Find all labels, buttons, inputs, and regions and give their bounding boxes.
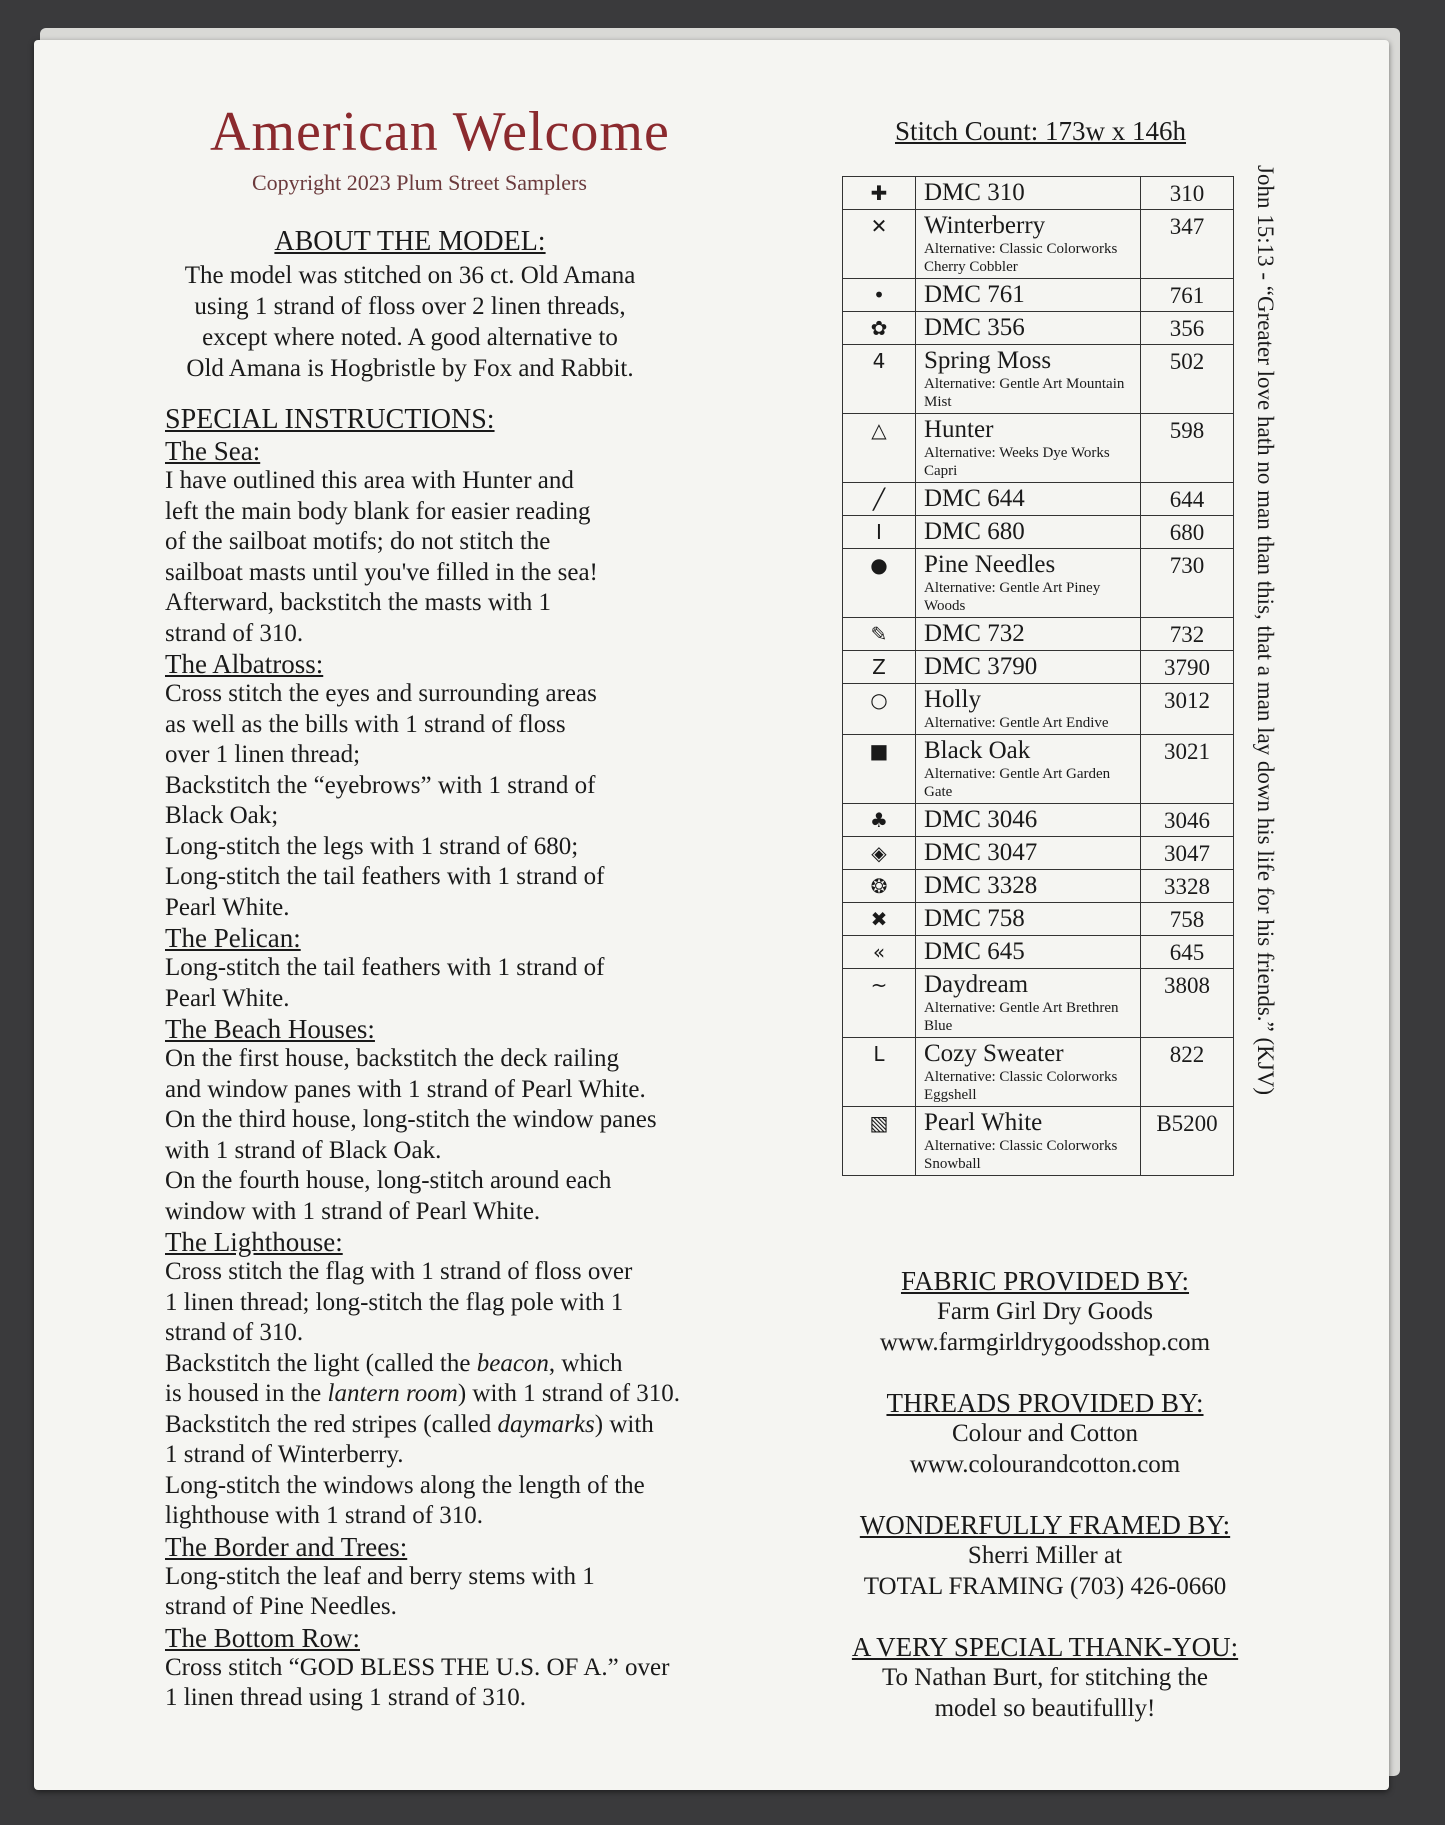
thread-legend-table bbox=[842, 176, 1234, 1176]
instruction-line: Backstitch the red stripes (called daymarks) with bbox=[165, 1410, 654, 1438]
instruction-line: Black Oak; bbox=[165, 802, 279, 829]
thread-name-cell bbox=[916, 210, 1141, 279]
i-beam-icon: I bbox=[843, 516, 916, 549]
thread-name-cell bbox=[916, 870, 1141, 903]
section-title-sea: The Sea: bbox=[165, 436, 261, 466]
thread-alternative: Alternative: Gentle Art Brethren Blue bbox=[924, 1000, 1119, 1034]
thread-name-cell bbox=[916, 1107, 1141, 1176]
instruction-line: Long-stitch the legs with 1 strand of 680; bbox=[165, 832, 579, 860]
credits bbox=[850, 1266, 1240, 1754]
dmc-code: 3808 bbox=[1141, 969, 1234, 1038]
dmc-code: 3047 bbox=[1141, 837, 1234, 870]
copyright: Copyright 2023 Plum Street Samplers bbox=[252, 170, 587, 195]
thread-alternative: Alternative: Weeks Dye Works Capri bbox=[924, 445, 1110, 479]
instruction-line: 1 linen thread; long-stitch the flag pole with 1 bbox=[165, 1288, 624, 1316]
thread-name: DMC 732 bbox=[924, 620, 1025, 647]
thread-name-cell bbox=[916, 177, 1141, 210]
dmc-code: 3021 bbox=[1141, 735, 1234, 804]
dmc-code: 822 bbox=[1141, 1038, 1234, 1107]
thread-alternative: Alternative: Classic Colorworks Eggshell bbox=[924, 1069, 1118, 1103]
heavy-x-icon: ✖ bbox=[843, 903, 916, 936]
open-circle-icon: ○ bbox=[843, 684, 916, 735]
thread-name: DMC 3047 bbox=[924, 839, 1038, 866]
instructions-column bbox=[165, 226, 755, 1714]
club-icon: ♣ bbox=[843, 804, 916, 837]
section-title-albatross: The Albatross: bbox=[165, 649, 324, 679]
thread-name: DMC 644 bbox=[924, 485, 1025, 512]
about-line: The model was stitched on 36 ct. Old Amana bbox=[184, 262, 636, 289]
instruction-line: lighthouse with 1 strand of 310. bbox=[165, 1502, 484, 1529]
thread-name: DMC 761 bbox=[924, 281, 1025, 308]
credit-url: www.farmgirldrygoodsshop.com bbox=[879, 1329, 1211, 1356]
instruction-line: Long-stitch the tail feathers with 1 strand of bbox=[165, 863, 605, 890]
thread-alternative: Alternative: Classic Colorworks Snowball bbox=[924, 1138, 1118, 1172]
thread-name: Pearl White bbox=[924, 1109, 1043, 1136]
thread-name-cell bbox=[916, 804, 1141, 837]
credit-heading: FABRIC PROVIDED BY: bbox=[900, 1266, 1190, 1296]
dmc-code: 3328 bbox=[1141, 870, 1234, 903]
instruction-line: left the main body blank for easier reading bbox=[165, 497, 591, 525]
thread-alternative: Alternative: Gentle Art Mountain Mist bbox=[924, 376, 1125, 410]
arrows-icon: « bbox=[843, 936, 916, 969]
thread-name: Winterberry bbox=[924, 212, 1046, 239]
thread-name-cell bbox=[916, 969, 1141, 1038]
dmc-code: 730 bbox=[1141, 549, 1234, 618]
thread-alternative: Alternative: Gentle Art Endive bbox=[924, 715, 1109, 731]
thread-name: DMC 680 bbox=[924, 518, 1025, 545]
legend-row bbox=[843, 549, 1234, 618]
legend-row bbox=[843, 936, 1234, 969]
thread-name-cell bbox=[916, 483, 1141, 516]
instruction-line: 1 linen thread using 1 strand of 310. bbox=[165, 1684, 527, 1711]
credit-thanks bbox=[850, 1632, 1240, 1724]
legend-row bbox=[843, 870, 1234, 903]
legend-row bbox=[843, 804, 1234, 837]
instruction-line: sailboat masts until you've filled in the sea! bbox=[165, 558, 598, 586]
flower-icon: ✿ bbox=[843, 312, 916, 345]
instruction-line: Cross stitch the flag with 1 strand of floss over bbox=[165, 1258, 633, 1285]
dmc-code: 356 bbox=[1141, 312, 1234, 345]
instruction-line: 1 strand of Winterberry. bbox=[165, 1441, 404, 1468]
dmc-code: 761 bbox=[1141, 279, 1234, 312]
about-line: except where noted. A good alternative to bbox=[202, 324, 618, 351]
filled-circle-icon: ● bbox=[843, 549, 916, 618]
diamond-icon: ◈ bbox=[843, 837, 916, 870]
legend-row bbox=[843, 279, 1234, 312]
z-icon: Z bbox=[843, 651, 916, 684]
credit-line: Colour and Cotton bbox=[951, 1420, 1139, 1447]
thread-name-cell bbox=[916, 312, 1141, 345]
thread-name: DMC 3790 bbox=[924, 653, 1038, 680]
instruction-line: strand of Pine Needles. bbox=[165, 1593, 397, 1620]
instruction-line: with 1 strand of Black Oak. bbox=[165, 1136, 442, 1164]
slash-icon: ╱ bbox=[843, 483, 916, 516]
legend-row bbox=[843, 1107, 1234, 1176]
sun-icon: ❂ bbox=[843, 870, 916, 903]
dmc-code: 732 bbox=[1141, 618, 1234, 651]
credit-fabric bbox=[850, 1266, 1240, 1358]
dmc-code: 598 bbox=[1141, 414, 1234, 483]
instruction-line: strand of 310. bbox=[165, 1319, 304, 1346]
thread-name: Cozy Sweater bbox=[924, 1040, 1064, 1067]
dmc-code: 502 bbox=[1141, 345, 1234, 414]
thread-name: Daydream bbox=[924, 971, 1029, 998]
thread-name-cell bbox=[916, 414, 1141, 483]
dmc-code: 645 bbox=[1141, 936, 1234, 969]
thread-name: Pine Needles bbox=[924, 551, 1056, 578]
section-title-border-trees: The Border and Trees: bbox=[165, 1531, 408, 1562]
legend-row bbox=[843, 837, 1234, 870]
credit-line: model so beautifullly! bbox=[934, 1695, 1156, 1722]
thread-name-cell bbox=[916, 279, 1141, 312]
thread-name: DMC 310 bbox=[924, 179, 1025, 206]
cross-plus-icon: ✚ bbox=[843, 177, 916, 210]
instruction-line: On the third house, long-stitch the window panes bbox=[165, 1106, 657, 1133]
leaf-icon: ✎ bbox=[843, 618, 916, 651]
bible-verse: John 15:13 - “Greater love hath no man than this, that a man lay down his life for his friends.” (KJV) bbox=[1253, 165, 1278, 1095]
triangle-icon: △ bbox=[843, 414, 916, 483]
legend-row bbox=[843, 516, 1234, 549]
legend-row bbox=[843, 618, 1234, 651]
legend-row bbox=[843, 210, 1234, 279]
credit-line: TOTAL FRAMING (703) 426-0660 bbox=[863, 1573, 1227, 1600]
instruction-line: Afterward, backstitch the masts with 1 bbox=[165, 589, 552, 616]
legend-row bbox=[843, 969, 1234, 1038]
four-icon: 4 bbox=[843, 345, 916, 414]
thread-name-cell bbox=[916, 618, 1141, 651]
legend-row bbox=[843, 312, 1234, 345]
stitch-count: Stitch Count: 173w x 146h bbox=[895, 116, 1187, 146]
x-mark-icon: ✕ bbox=[843, 210, 916, 279]
dmc-code: 644 bbox=[1141, 483, 1234, 516]
thread-name: DMC 3046 bbox=[924, 806, 1038, 833]
instruction-line: Cross stitch the eyes and surrounding areas bbox=[165, 680, 597, 707]
dmc-code: 3046 bbox=[1141, 804, 1234, 837]
instruction-line: strand of 310. bbox=[165, 619, 304, 647]
instruction-line: Pearl White. bbox=[165, 984, 290, 1012]
legend-row bbox=[843, 345, 1234, 414]
thread-name-cell bbox=[916, 684, 1141, 735]
instruction-line: Long-stitch the windows along the length of the bbox=[165, 1471, 645, 1499]
instruction-line: Backstitch the “eyebrows” with 1 strand of bbox=[165, 771, 596, 799]
thread-name-cell bbox=[916, 549, 1141, 618]
instruction-line: window with 1 strand of Pearl White. bbox=[165, 1197, 541, 1225]
thread-name-cell bbox=[916, 735, 1141, 804]
thread-name: DMC 356 bbox=[924, 314, 1025, 341]
section-title-pelican: The Pelican: bbox=[165, 923, 301, 953]
about-body bbox=[165, 260, 655, 384]
about-heading: ABOUT THE MODEL: bbox=[274, 226, 546, 257]
legend-row bbox=[843, 651, 1234, 684]
legend-row bbox=[843, 1038, 1234, 1107]
thread-name: Holly bbox=[924, 686, 981, 713]
pattern-title: American Welcome bbox=[210, 101, 670, 163]
instruction-line: I have outlined this area with Hunter and bbox=[165, 467, 574, 494]
about-line: Old Amana is Hogbristle by Fox and Rabbit. bbox=[186, 355, 634, 382]
thread-alternative: Alternative: Classic Colorworks Cherry Cobbler bbox=[924, 241, 1118, 275]
legend-row bbox=[843, 735, 1234, 804]
legend-row bbox=[843, 483, 1234, 516]
legend-row bbox=[843, 684, 1234, 735]
l-icon: L bbox=[843, 1038, 916, 1107]
legend-row bbox=[843, 414, 1234, 483]
thread-name-cell bbox=[916, 837, 1141, 870]
hatched-square-icon: ▧ bbox=[843, 1107, 916, 1176]
legend-row bbox=[843, 903, 1234, 936]
filled-square-icon: ■ bbox=[843, 735, 916, 804]
thread-name-cell bbox=[916, 936, 1141, 969]
legend-row bbox=[843, 177, 1234, 210]
dmc-code: 310 bbox=[1141, 177, 1234, 210]
thread-name: DMC 645 bbox=[924, 938, 1025, 965]
instruction-line: On the fourth house, long-stitch around each bbox=[165, 1167, 612, 1194]
thread-name: Spring Moss bbox=[924, 347, 1052, 374]
thread-alternative: Alternative: Gentle Art Piney Woods bbox=[924, 580, 1101, 614]
dot-icon: • bbox=[843, 279, 916, 312]
thread-name-cell bbox=[916, 1038, 1141, 1107]
thread-name: Hunter bbox=[924, 416, 994, 443]
thread-alternative: Alternative: Gentle Art Garden Gate bbox=[924, 766, 1111, 800]
thread-name-cell bbox=[916, 516, 1141, 549]
dmc-code: 3790 bbox=[1141, 651, 1234, 684]
instruction-line: Backstitch the light (called the beacon, which bbox=[165, 1349, 623, 1377]
tilde-icon: ~ bbox=[843, 969, 916, 1038]
section-title-lighthouse: The Lighthouse: bbox=[165, 1227, 343, 1257]
instruction-line: is housed in the lantern room) with 1 strand of 310. bbox=[165, 1380, 681, 1407]
instruction-line: Long-stitch the leaf and berry stems with 1 bbox=[165, 1562, 595, 1590]
dmc-code: 758 bbox=[1141, 903, 1234, 936]
thread-name-cell bbox=[916, 345, 1141, 414]
credit-line: Sherri Miller at bbox=[967, 1542, 1123, 1569]
instruction-line: Long-stitch the tail feathers with 1 strand of bbox=[165, 954, 605, 981]
section-title-beach-houses: The Beach Houses: bbox=[165, 1014, 375, 1044]
credit-line: Farm Girl Dry Goods bbox=[937, 1298, 1153, 1325]
credit-heading: WONDERFULLY FRAMED BY: bbox=[859, 1510, 1231, 1540]
thread-name: Black Oak bbox=[924, 737, 1031, 764]
dmc-code: 3012 bbox=[1141, 684, 1234, 735]
instruction-line: Cross stitch “GOD BLESS THE U.S. OF A.” over bbox=[165, 1653, 670, 1681]
credit-heading: A VERY SPECIAL THANK-YOU: bbox=[851, 1632, 1239, 1662]
credit-framing bbox=[850, 1510, 1240, 1602]
special-heading: SPECIAL INSTRUCTIONS: bbox=[165, 404, 495, 435]
thread-name: DMC 3328 bbox=[924, 872, 1038, 899]
thread-name: DMC 758 bbox=[924, 905, 1025, 932]
thread-name-cell bbox=[916, 903, 1141, 936]
dmc-code: 347 bbox=[1141, 210, 1234, 279]
credit-threads bbox=[850, 1388, 1240, 1480]
instruction-line: Pearl White. bbox=[165, 893, 290, 921]
credit-heading: THREADS PROVIDED BY: bbox=[886, 1388, 1204, 1418]
dmc-code: B5200 bbox=[1141, 1107, 1234, 1176]
section-title-bottom-row: The Bottom Row: bbox=[165, 1622, 360, 1653]
about-line: using 1 strand of floss over 2 linen threads, bbox=[194, 293, 626, 320]
instruction-line: of the sailboat motifs; do not stitch the bbox=[165, 528, 551, 555]
instruction-line: over 1 linen thread; bbox=[165, 741, 361, 768]
credit-line: To Nathan Burt, for stitching the bbox=[882, 1664, 1208, 1691]
instruction-line: and window panes with 1 strand of Pearl White. bbox=[165, 1075, 646, 1103]
instruction-line: On the first house, backstitch the deck railing bbox=[165, 1045, 620, 1072]
instruction-line: as well as the bills with 1 strand of floss bbox=[165, 710, 566, 738]
thread-name-cell bbox=[916, 651, 1141, 684]
credit-url: www.colourandcotton.com bbox=[909, 1451, 1181, 1478]
dmc-code: 680 bbox=[1141, 516, 1234, 549]
